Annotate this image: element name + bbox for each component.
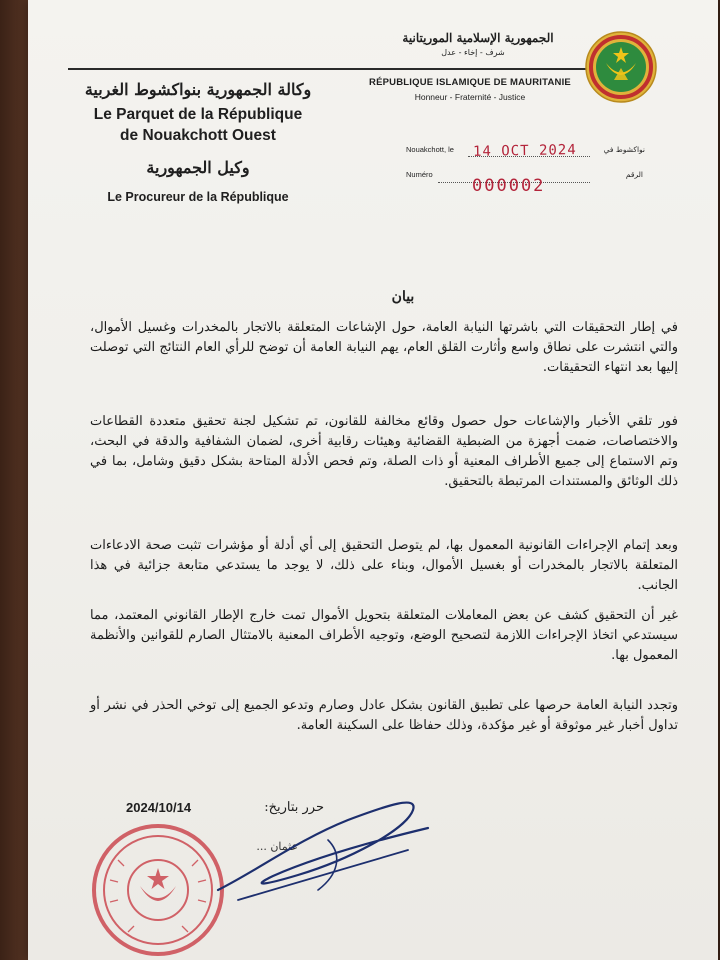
signer-name: عثمان ... — [256, 840, 298, 853]
signature-date-label: حرر بتاريخ: — [264, 800, 324, 815]
date-label-french: Nouakchott, le — [406, 145, 454, 154]
motto-french: Honneur - Fraternité - Justice — [414, 92, 526, 102]
parquet-name-arabic: وكالة الجمهورية بنواكشوط الغربية — [84, 80, 312, 99]
paragraph-2: فور تلقي الأخبار والإشاعات حول حصول وقائع مخالفة للقانون، تم تشكيل لجنة تحقيق متعددة القطاعات والاختصاصات، ضمت أجهزة من الضبطية القضائية وهيئات رقابية أخرى، لضمان الشفافية والدقة في البحث، وتم الاستماع إلى جميع الأطراف المعنية أو ذات الصلة، وتم فحص الأدلة المتاحة بشكل دقيق وشامل، بما في ذلك الوثائق والمستندات المرتبطة بالتحقيق. — [90, 414, 678, 489]
mauritania-emblem-icon — [584, 30, 658, 104]
document-page — [28, 0, 718, 960]
handwritten-signature-icon — [178, 780, 478, 920]
document-title: بيان — [391, 289, 415, 305]
number-label-arabic: الرقم — [625, 170, 643, 179]
paragraph-3: وبعد إتمام الإجراءات القانونية المعمول بها، لم يتوصل التحقيق إلى أي أدلة أو مؤشرات تثبت صحة الادعاءات المتعلقة بالاتجار بالمخدرات أو بغسيل الأموال، وبناء على ذلك، لا يوجد ما يستدعي متابعة جزائية في هذا الجانب. — [90, 538, 678, 593]
date-label-arabic: نواكشوط في — [603, 145, 645, 154]
procureur-title-french: Le Procureur de la République — [107, 190, 289, 204]
date-value: 14 OCT 2024 — [472, 142, 577, 160]
paragraph-5: وتجدد النيابة العامة حرصها على تطبيق القانون بشكل عادل وصارم وتدعو الجميع إلى توخي الحذر في نشر أو تداول أخبار غير موثوقة أو غير مؤكدة، وذلك حفاظا على السكينة العامة. — [90, 698, 678, 733]
republic-name-arabic: الجمهورية الإسلامية الموريتانية — [402, 31, 554, 45]
parquet-name-french-line2: de Nouakchott Ouest — [120, 127, 276, 144]
procureur-title-arabic: وكيل الجمهورية — [146, 158, 250, 177]
number-value: 000002 — [472, 176, 546, 196]
paragraph-4: غير أن التحقيق كشف عن بعض المعاملات المتعلقة بتحويل الأموال تمت خارج الإطار القانوني المعتمد، مما سيستدعي اتخاذ الإجراءات اللازمة لتصحيح الوضع، وتوجيه الأطراف المعنية بالامتثال الصارم للقوانين والأنظمة المعمول بها. — [90, 608, 678, 663]
number-label-french: Numéro — [406, 170, 433, 179]
parquet-name-french-line1: Le Parquet de la République — [93, 106, 303, 123]
motto-arabic: شرف - إخاء - عدل — [441, 48, 505, 57]
republic-name-french: RÉPUBLIQUE ISLAMIQUE DE MAURITANIE — [369, 77, 571, 88]
paragraph-1: في إطار التحقيقات التي باشرتها النيابة العامة، حول الإشاعات المتعلقة بالاتجار بالمخدرات وغسيل الأموال، والتي انتشرت على نطاق واسع وأثارت القلق العام، يهم النيابة العامة أن توضح للرأي العام النتائج التي توصلت إليها بعد انتهاء التحقيقات. — [90, 320, 679, 375]
header-divider — [68, 68, 608, 70]
signature-date: 2024/10/14 — [126, 800, 192, 815]
